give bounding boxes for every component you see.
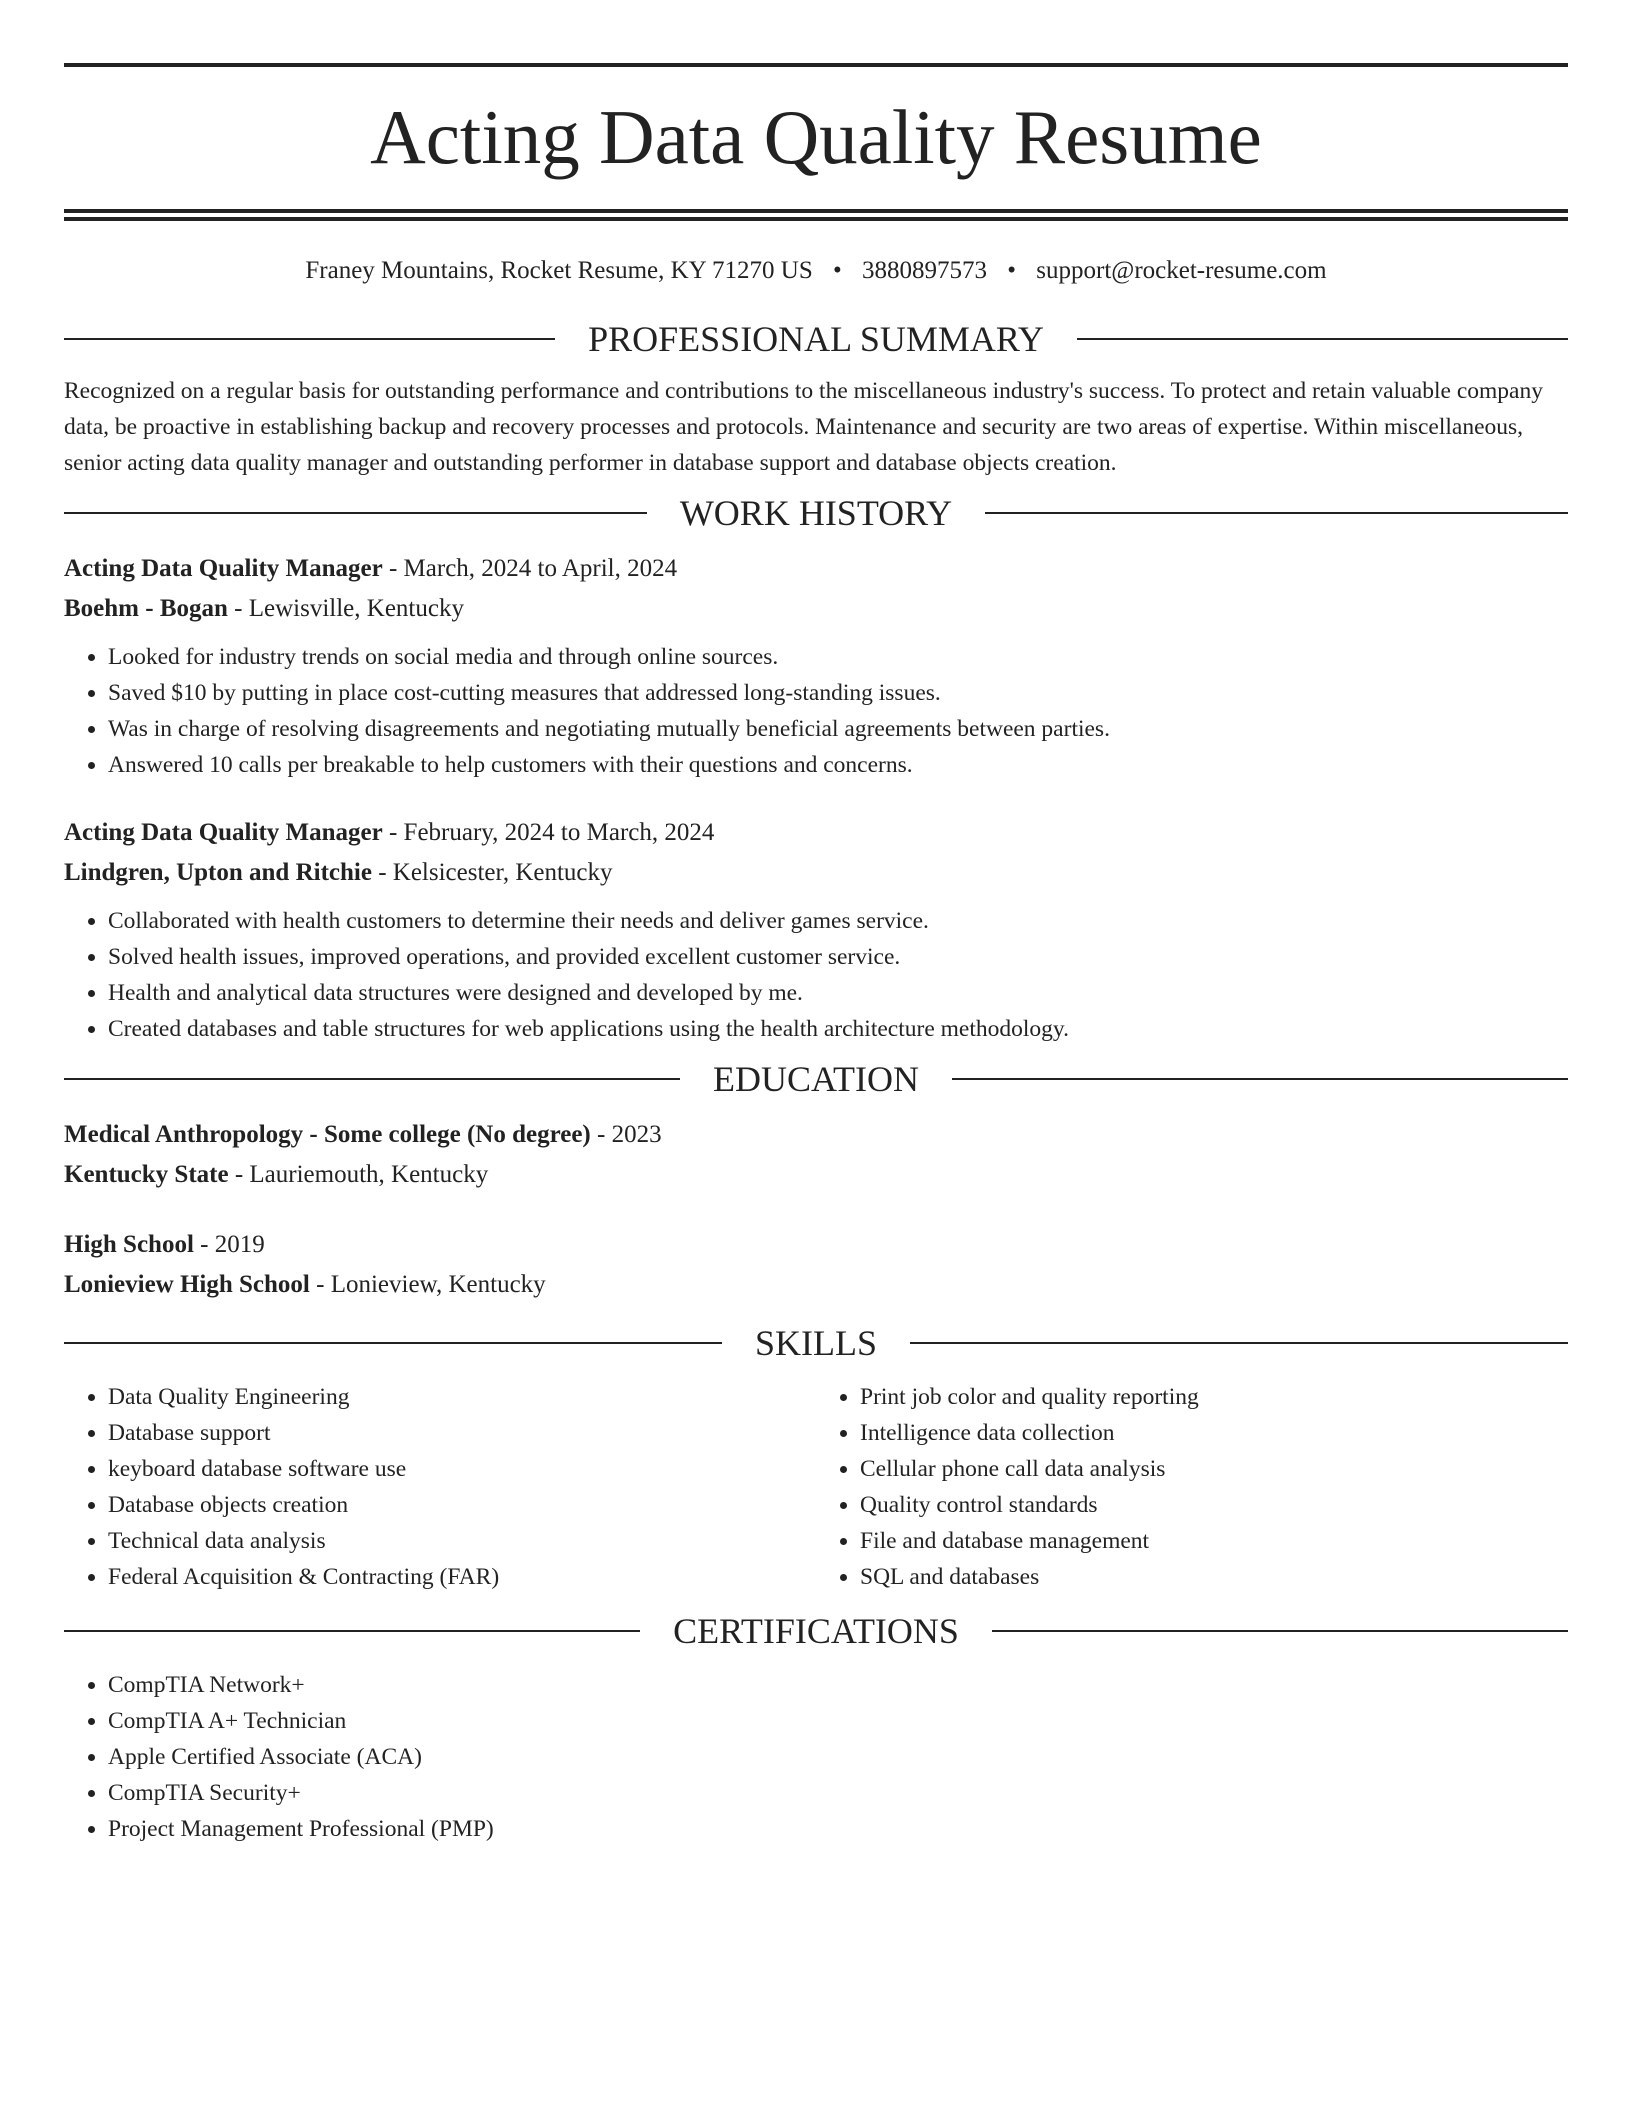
title-block [64, 0, 1568, 221]
education-location: - Lonieview, Kentucky [309, 1271, 546, 1298]
education-year: - 2019 [193, 1231, 265, 1258]
list-item: • Created databases and table structures for web applications using the health architecture methodology. [108, 1011, 1568, 1047]
education-degree-line [64, 1115, 1568, 1155]
contact-address: Franey Mountains, Rocket Resume, KY 71270 US [305, 257, 813, 284]
education-school-line [64, 1265, 1568, 1305]
job-title: Acting Data Quality Manager [64, 555, 383, 582]
contact-separator: • [833, 257, 842, 284]
list-item: • Looked for industry trends on social media and through online sources. [108, 639, 1568, 675]
section-heading-education [64, 1059, 1568, 1099]
list-item: • Collaborated with health customers to determine their needs and deliver games service. [108, 903, 1568, 939]
certification-item: • CompTIA Network+ [108, 1667, 1568, 1703]
heading-rule-right [992, 1630, 1568, 1632]
section-heading-skills [64, 1323, 1568, 1363]
heading-rule-left [64, 512, 647, 514]
heading-rule-right [952, 1078, 1568, 1080]
list-item: • Saved $10 by putting in place cost-cutting measures that addressed long-standing issues. [108, 675, 1568, 711]
job-title-line [64, 813, 1568, 853]
skill-item: • Intelligence data collection [860, 1415, 1568, 1451]
contact-phone: 3880897573 [862, 257, 988, 284]
contact-separator: • [1007, 257, 1017, 284]
job-dates: - March, 2024 to April, 2024 [382, 555, 678, 582]
education-school: Kentucky State [64, 1161, 229, 1188]
heading-rule-left [64, 1078, 680, 1080]
page-title: Acting Data Quality Resume [370, 94, 1262, 180]
section-heading-work [64, 493, 1568, 533]
heading-rule-right [1077, 338, 1568, 340]
education-degree: High School [64, 1231, 194, 1258]
job-bullets [64, 903, 1568, 1047]
education-year: - 2023 [590, 1121, 662, 1148]
education-school-line [64, 1155, 1568, 1195]
list-item: • Solved health issues, improved operations, and provided excellent customer service. [108, 939, 1568, 975]
summary-text: Recognized on a regular basis for outstanding performance and contributions to the miscellaneous industry's success. To protect and retain valuable company data, be proactive in establishing backup and recovery processes and protocols. Maintenance and security are two areas of expertise. Within miscellaneous, senior acting data quality manager and outstanding performer in database support and database objects creation. [64, 378, 1543, 476]
skills-grid [64, 1379, 1568, 1595]
job-company-line [64, 853, 1568, 893]
skill-item: • File and database management [860, 1523, 1568, 1559]
section-title: SKILLS [755, 1323, 878, 1363]
skills-column-right [816, 1379, 1568, 1595]
skill-item: • Database objects creation [108, 1487, 816, 1523]
list-item: • Answered 10 calls per breakable to help customers with their questions and concerns. [108, 747, 1568, 783]
education-school: Lonieview High School [64, 1271, 310, 1298]
education-degree-line [64, 1225, 1568, 1265]
job-entry [64, 813, 1568, 1047]
job-location: - Lewisville, Kentucky [227, 595, 464, 622]
education-location: - Lauriemouth, Kentucky [228, 1161, 489, 1188]
education-entry [64, 1225, 1568, 1305]
section-title: PROFESSIONAL SUMMARY [588, 319, 1044, 359]
skill-item: • Cellular phone call data analysis [860, 1451, 1568, 1487]
job-dates: - February, 2024 to March, 2024 [382, 819, 715, 846]
certification-item: • Project Management Professional (PMP) [108, 1811, 1568, 1847]
skill-item: • Data Quality Engineering [108, 1379, 816, 1415]
heading-rule-left [64, 1342, 722, 1344]
education-entry [64, 1115, 1568, 1195]
heading-rule-right [910, 1342, 1568, 1344]
heading-rule-left [64, 1630, 640, 1632]
title-double-rule [64, 209, 1568, 221]
certification-item: • CompTIA A+ Technician [108, 1703, 1568, 1739]
job-title: Acting Data Quality Manager [64, 819, 383, 846]
certifications-list [64, 1667, 1568, 1847]
job-bullets [64, 639, 1568, 783]
job-company: Lindgren, Upton and Ritchie [64, 859, 372, 886]
heading-rule-left [64, 338, 555, 340]
section-title: CERTIFICATIONS [673, 1611, 959, 1651]
skills-column-left [64, 1379, 816, 1595]
skill-item: • Database support [108, 1415, 816, 1451]
section-heading-summary [64, 319, 1568, 359]
job-company-line [64, 589, 1568, 629]
certification-item: • CompTIA Security+ [108, 1775, 1568, 1811]
job-title-line [64, 549, 1568, 589]
certification-item: • Apple Certified Associate (ACA) [108, 1739, 1568, 1775]
education-degree: Medical Anthropology - Some college (No degree) [64, 1121, 591, 1148]
list-item: • Was in charge of resolving disagreements and negotiating mutually beneficial agreements between parties. [108, 711, 1568, 747]
job-location: - Kelsicester, Kentucky [371, 859, 613, 886]
heading-rule-right [985, 512, 1568, 514]
skill-item: • Quality control standards [860, 1487, 1568, 1523]
skill-item: • Federal Acquisition & Contracting (FAR) [108, 1559, 816, 1595]
contact-email: support@rocket-resume.com [1036, 257, 1327, 284]
skill-item: • keyboard database software use [108, 1451, 816, 1487]
job-company: Boehm - Bogan [64, 595, 228, 622]
skill-item: • SQL and databases [860, 1559, 1568, 1595]
section-title: WORK HISTORY [679, 493, 953, 533]
section-title: EDUCATION [713, 1059, 919, 1099]
contact-line [64, 256, 1568, 286]
list-item: • Health and analytical data structures were designed and developed by me. [108, 975, 1568, 1011]
job-entry [64, 549, 1568, 783]
skill-item: • Print job color and quality reporting [860, 1379, 1568, 1415]
skill-item: • Technical data analysis [108, 1523, 816, 1559]
section-heading-certifications [64, 1611, 1568, 1651]
